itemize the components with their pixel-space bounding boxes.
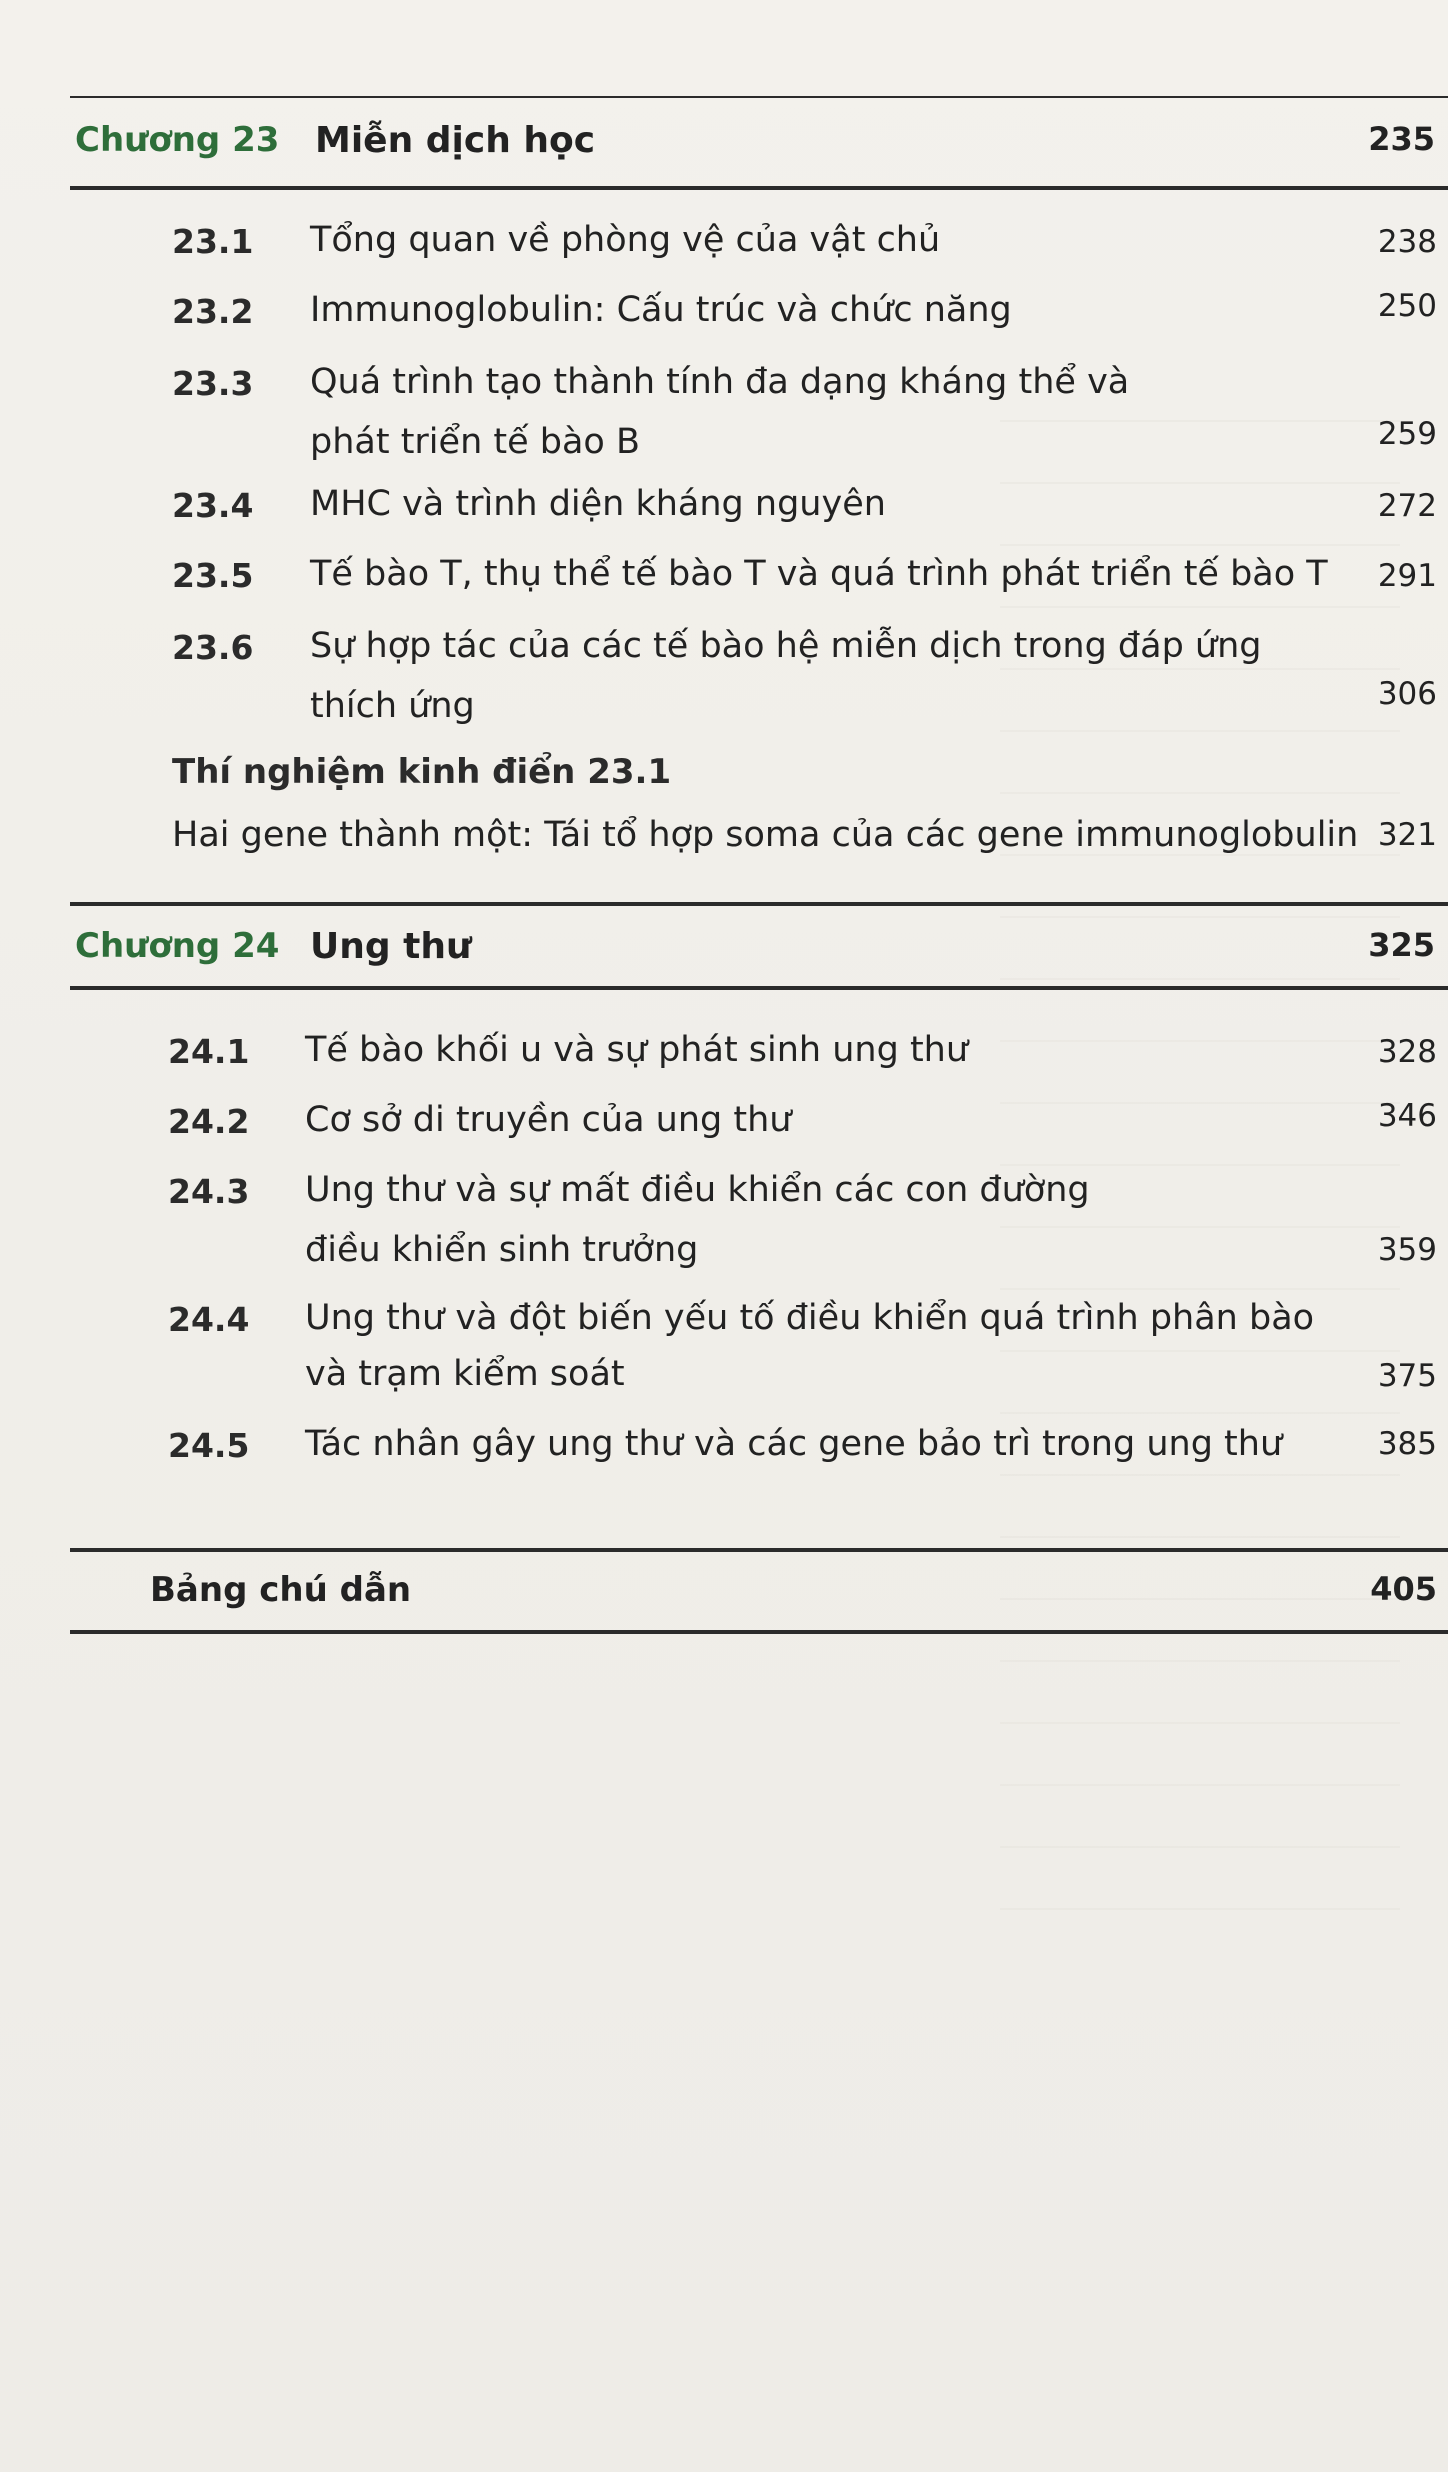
section-page: 259	[1377, 416, 1437, 452]
index-top-rule	[70, 1548, 1448, 1552]
toc-entry-index[interactable]	[150, 1570, 1437, 1620]
section-title-line1: Quá trình tạo thành tính đa dạng kháng thể và	[310, 362, 1130, 402]
section-number: 24.4	[168, 1300, 250, 1339]
index-title: Bảng chú dẫn	[150, 1570, 412, 1610]
toc-entry-24-5[interactable]	[168, 1426, 1437, 1476]
chapter24-title: Ung thư	[310, 926, 472, 967]
section-number: 23.1	[172, 222, 254, 261]
toc-entry-23-5[interactable]	[172, 556, 1437, 606]
section-number: 23.6	[172, 628, 254, 667]
toc-entry-23-6[interactable]	[172, 628, 1437, 728]
section-title: Immunoglobulin: Cấu trúc và chức năng	[310, 290, 1012, 330]
chapter23-header	[75, 112, 1435, 172]
toc-entry-23-4[interactable]	[172, 486, 1437, 536]
toc-entry-23-1[interactable]	[172, 222, 1437, 272]
section-title-line2: phát triển tế bào B	[310, 422, 640, 462]
section-number: 23.4	[172, 486, 254, 525]
chapter24-label: Chương 24	[75, 926, 280, 966]
section-number: 23.2	[172, 292, 254, 331]
section-number: 23.5	[172, 556, 254, 595]
chapter23-page: 235	[1368, 120, 1435, 158]
section-title: Tế bào khối u và sự phát sinh ung thư	[305, 1030, 969, 1070]
section-title: MHC và trình diện kháng nguyên	[310, 484, 886, 524]
toc-entry-23-3[interactable]	[172, 364, 1437, 464]
chapter24-bottom-rule	[70, 986, 1448, 990]
section-page: 385	[1377, 1426, 1437, 1462]
section-page: 250	[1377, 288, 1437, 324]
section-title-line1: Ung thư và đột biến yếu tố điều khiển quá trình phân bào	[305, 1298, 1315, 1338]
classic-experiment-entry[interactable]	[172, 815, 1437, 865]
section-title: Tế bào T, thụ thể tế bào T và quá trình phát triển tế bào T	[310, 554, 1328, 594]
toc-entry-24-4[interactable]	[168, 1300, 1437, 1400]
section-number: 24.3	[168, 1172, 250, 1211]
section-page: 346	[1377, 1098, 1437, 1134]
section-title-line2: và trạm kiểm soát	[305, 1354, 625, 1394]
section-title-line1: Sự hợp tác của các tế bào hệ miễn dịch trong đáp ứng	[310, 626, 1262, 666]
toc-entry-24-2[interactable]	[168, 1098, 1437, 1152]
chapter24-header	[75, 918, 1435, 978]
toc-entry-24-1[interactable]	[168, 1032, 1437, 1082]
section-page: 238	[1377, 224, 1437, 260]
classic-experiment-title: Hai gene thành một: Tái tổ hợp soma của các gene immunoglobulin	[172, 815, 1359, 855]
section-page: 328	[1377, 1034, 1437, 1070]
section-number: 24.1	[168, 1032, 250, 1071]
section-title: Cơ sở di truyền của ung thư	[305, 1100, 792, 1140]
section-number: 23.3	[172, 364, 254, 403]
classic-experiment-page: 321	[1377, 817, 1437, 853]
chapter23-bottom-rule	[70, 186, 1448, 190]
section-page: 359	[1377, 1232, 1437, 1268]
classic-experiment-heading: Thí nghiệm kinh điển 23.1	[172, 752, 672, 792]
index-bottom-rule	[70, 1630, 1448, 1634]
section-title-line2: thích ứng	[310, 686, 475, 726]
section-page: 375	[1377, 1358, 1437, 1394]
chapter23-title: Miễn dịch học	[315, 120, 596, 161]
toc-entry-23-2[interactable]	[172, 288, 1437, 342]
section-title-line1: Ung thư và sự mất điều khiển các con đường	[305, 1170, 1090, 1210]
index-page: 405	[1370, 1570, 1437, 1608]
section-page: 306	[1377, 676, 1437, 712]
chapter23-label: Chương 23	[75, 120, 280, 160]
section-page: 272	[1377, 488, 1437, 524]
section-number: 24.2	[168, 1102, 250, 1141]
section-title-line2: điều khiển sinh trưởng	[305, 1230, 699, 1270]
section-number: 24.5	[168, 1426, 250, 1465]
section-title: Tác nhân gây ung thư và các gene bảo trì trong ung thư	[305, 1424, 1283, 1464]
section-page: 291	[1377, 558, 1437, 594]
toc-entry-24-3[interactable]	[168, 1172, 1437, 1272]
chapter24-top-rule	[70, 902, 1448, 906]
chapter23-top-rule	[70, 96, 1448, 98]
chapter24-page: 325	[1368, 926, 1435, 964]
section-title: Tổng quan về phòng vệ của vật chủ	[310, 220, 941, 260]
